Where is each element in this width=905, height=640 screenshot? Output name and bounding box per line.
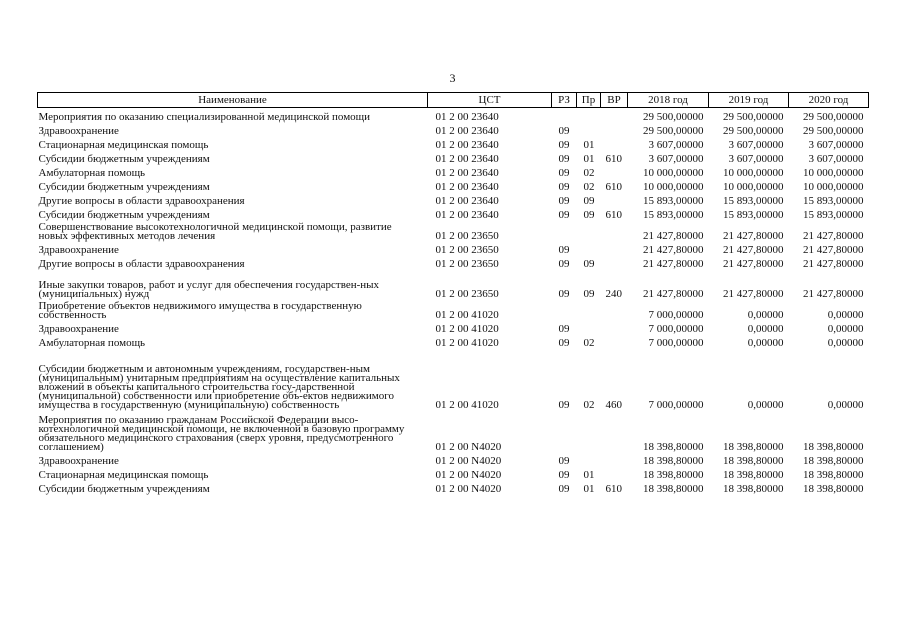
column-header-name: Наименование [38, 93, 428, 108]
cell-rz: 09 [558, 125, 570, 136]
cell-2019: 0,00000 [747, 399, 784, 410]
cell-name: Субсидии бюджетным учреждениям [38, 153, 210, 165]
table-row [38, 192, 869, 206]
cell-code: 01 2 00 23650 [435, 230, 499, 241]
cell-2019: 3 607,00000 [728, 153, 784, 164]
cell-name: Другие вопросы в области здравоохранения [38, 195, 245, 207]
cell-2018: 21 427,80000 [643, 288, 704, 299]
cell-2019: 0,00000 [747, 337, 784, 348]
cell-name: Приобретение объектов недвижимого имущества в государственную собственность [38, 300, 362, 321]
cell-2019: 18 398,80000 [723, 469, 784, 480]
cell-2019: 0,00000 [747, 309, 784, 320]
column-header-code: ЦСТ [428, 93, 552, 108]
cell-rz: 09 [558, 323, 570, 334]
cell-name: Стационарная медицинская помощь [38, 139, 209, 151]
cell-name: Здравоохранение [38, 455, 119, 467]
table-row [38, 206, 869, 220]
cell-vr [601, 164, 628, 178]
cell-2020: 3 607,00000 [808, 139, 864, 150]
cell-name: Мероприятия по оказанию специализированной медицинской помощи [38, 111, 371, 123]
cell-2018: 7 000,00000 [648, 337, 704, 348]
table-row [38, 220, 869, 241]
table-row [38, 452, 869, 466]
cell-code: 01 2 00 23640 [435, 181, 499, 192]
cell-rz: 09 [558, 167, 570, 178]
cell-2020: 3 607,00000 [808, 153, 864, 164]
cell-2019: 3 607,00000 [728, 139, 784, 150]
cell-vr [601, 452, 628, 466]
cell-code: 01 2 00 N4020 [435, 469, 502, 480]
cell-2018: 29 500,00000 [643, 111, 704, 122]
table-row [38, 122, 869, 136]
cell-rz: 09 [558, 399, 570, 410]
cell-vr [601, 108, 628, 123]
cell-vr: 610 [605, 153, 622, 164]
cell-2020: 18 398,80000 [803, 441, 864, 452]
cell-rz: 09 [558, 258, 570, 269]
cell-2018: 29 500,00000 [643, 125, 704, 136]
cell-2019: 21 427,80000 [723, 244, 784, 255]
page-number: 3 [449, 71, 456, 85]
cell-pr: 01 [583, 153, 595, 164]
cell-code: 01 2 00 41020 [435, 323, 499, 334]
table-row [38, 150, 869, 164]
column-header-2018: 2018 год [628, 93, 709, 108]
cell-pr: 02 [583, 167, 595, 178]
cell-vr: 240 [605, 288, 622, 299]
cell-pr [577, 108, 601, 123]
table-row [38, 269, 869, 299]
cell-2020: 0,00000 [827, 337, 864, 348]
cell-pr [577, 410, 601, 452]
cell-pr: 02 [583, 399, 595, 410]
cell-rz: 09 [558, 244, 570, 255]
table-row [38, 108, 869, 123]
table-row [38, 241, 869, 255]
cell-vr: 610 [605, 483, 622, 494]
cell-vr: 610 [605, 209, 622, 220]
cell-code: 01 2 00 23640 [435, 195, 499, 206]
cell-2020: 0,00000 [827, 323, 864, 334]
cell-2020: 0,00000 [827, 399, 864, 410]
cell-vr [601, 220, 628, 241]
cell-2019: 0,00000 [747, 323, 784, 334]
cell-2019: 18 398,80000 [723, 441, 784, 452]
cell-2020: 18 398,80000 [803, 469, 864, 480]
cell-2020: 21 427,80000 [803, 258, 864, 269]
cell-rz [552, 108, 577, 123]
column-header-rz: РЗ [552, 93, 577, 108]
cell-rz: 09 [558, 455, 570, 466]
cell-2019: 18 398,80000 [723, 455, 784, 466]
cell-vr [601, 334, 628, 348]
cell-vr [601, 122, 628, 136]
cell-2018: 7 000,00000 [648, 399, 704, 410]
cell-rz: 09 [558, 153, 570, 164]
table-body [38, 108, 869, 495]
cell-2018: 18 398,80000 [643, 483, 704, 494]
cell-name: Амбулаторная помощь [38, 337, 146, 349]
cell-code: 01 2 00 N4020 [435, 455, 502, 466]
cell-rz [552, 410, 577, 452]
cell-2020: 29 500,00000 [803, 125, 864, 136]
cell-2018: 18 398,80000 [643, 441, 704, 452]
cell-name: Амбулаторная помощь [38, 167, 146, 179]
cell-2019: 10 000,00000 [723, 167, 784, 178]
cell-vr: 460 [605, 399, 622, 410]
cell-vr [601, 136, 628, 150]
cell-name: Иные закупки товаров, работ и услуг для обеспечения государствен-ных (муниципальных) нужд [38, 279, 380, 300]
budget-table [37, 92, 869, 494]
cell-pr [577, 452, 601, 466]
cell-pr: 01 [583, 483, 595, 494]
table-row [38, 466, 869, 480]
table-row [38, 178, 869, 192]
cell-2018: 15 893,00000 [643, 195, 704, 206]
cell-pr [577, 299, 601, 320]
cell-vr [601, 410, 628, 452]
cell-code: 01 2 00 23640 [435, 139, 499, 150]
cell-name: Субсидии бюджетным учреждениям [38, 181, 210, 193]
cell-2018: 3 607,00000 [648, 153, 704, 164]
column-header-vr: ВР [601, 93, 628, 108]
cell-rz: 09 [558, 288, 570, 299]
cell-2018: 10 000,00000 [643, 181, 704, 192]
cell-code: 01 2 00 23640 [435, 125, 499, 136]
cell-rz: 09 [558, 195, 570, 206]
cell-2019: 21 427,80000 [723, 230, 784, 241]
cell-vr [601, 466, 628, 480]
cell-pr: 09 [583, 288, 595, 299]
cell-code: 01 2 00 N4020 [435, 441, 502, 452]
cell-vr [601, 241, 628, 255]
cell-code: 01 2 00 23650 [435, 258, 499, 269]
cell-2020: 21 427,80000 [803, 244, 864, 255]
cell-code: 01 2 00 N4020 [435, 483, 502, 494]
cell-2018: 21 427,80000 [643, 244, 704, 255]
cell-name: Мероприятия по оказанию гражданам Российской Федерации высо-котехнологичной медицинской помощи, не включенной в базовую программу обязательного медицинского страхования (сверх уровня, предусмотренного соглашением) [38, 414, 405, 453]
table-row [38, 410, 869, 452]
cell-name: Здравоохранение [38, 125, 119, 137]
cell-name: Здравоохранение [38, 323, 119, 335]
column-header-2019: 2019 год [709, 93, 789, 108]
table-row [38, 348, 869, 410]
table-row [38, 136, 869, 150]
cell-2020: 29 500,00000 [803, 111, 864, 122]
cell-name: Другие вопросы в области здравоохранения [38, 258, 245, 270]
table-row [38, 320, 869, 334]
column-header-2020: 2020 год [789, 93, 869, 108]
cell-code: 01 2 00 23640 [435, 167, 499, 178]
cell-rz [552, 299, 577, 320]
cell-pr: 02 [583, 337, 595, 348]
cell-pr: 01 [583, 139, 595, 150]
table-row [38, 299, 869, 320]
cell-code: 01 2 00 23640 [435, 111, 499, 122]
cell-name: Стационарная медицинская помощь [38, 469, 209, 481]
cell-vr [601, 192, 628, 206]
cell-pr: 01 [583, 469, 595, 480]
cell-rz: 09 [558, 139, 570, 150]
column-header-pr: Пр [577, 93, 601, 108]
cell-code: 01 2 00 41020 [435, 309, 499, 320]
cell-2018: 7 000,00000 [648, 309, 704, 320]
cell-pr: 02 [583, 181, 595, 192]
cell-pr [577, 241, 601, 255]
cell-code: 01 2 00 23650 [435, 244, 499, 255]
cell-2018: 7 000,00000 [648, 323, 704, 334]
cell-pr [577, 320, 601, 334]
cell-2018: 21 427,80000 [643, 230, 704, 241]
cell-2019: 10 000,00000 [723, 181, 784, 192]
cell-vr: 610 [605, 181, 622, 192]
cell-2018: 15 893,00000 [643, 209, 704, 220]
cell-code: 01 2 00 41020 [435, 337, 499, 348]
cell-name: Субсидии бюджетным и автономным учреждениям, государствен-ным (муниципальным) унитарным предприятиям на осуществление капитальных вложений в объекты капитального строительства госу-дарственной (муниципальной) собственности или приобретение объ-ектов недвижимого имущества в государственную (муниципальную) собственность [38, 363, 400, 411]
cell-2020: 15 893,00000 [803, 209, 864, 220]
cell-2020: 21 427,80000 [803, 288, 864, 299]
cell-code: 01 2 00 23640 [435, 153, 499, 164]
cell-name: Субсидии бюджетным учреждениям [38, 483, 210, 495]
cell-2019: 18 398,80000 [723, 483, 784, 494]
cell-2020: 10 000,00000 [803, 181, 864, 192]
cell-2019: 21 427,80000 [723, 288, 784, 299]
cell-2020: 18 398,80000 [803, 455, 864, 466]
cell-2020: 18 398,80000 [803, 483, 864, 494]
cell-2018: 21 427,80000 [643, 258, 704, 269]
cell-2019: 29 500,00000 [723, 125, 784, 136]
cell-pr: 09 [583, 209, 595, 220]
cell-name: Здравоохранение [38, 244, 119, 256]
cell-rz: 09 [558, 209, 570, 220]
cell-vr [601, 299, 628, 320]
cell-pr [577, 220, 601, 241]
cell-pr [577, 122, 601, 136]
cell-2019: 15 893,00000 [723, 209, 784, 220]
table-row [38, 255, 869, 269]
cell-2018: 10 000,00000 [643, 167, 704, 178]
cell-rz [552, 220, 577, 241]
cell-rz: 09 [558, 181, 570, 192]
cell-2020: 21 427,80000 [803, 230, 864, 241]
cell-rz: 09 [558, 337, 570, 348]
cell-vr [601, 320, 628, 334]
cell-rz: 09 [558, 483, 570, 494]
table-row [38, 164, 869, 178]
cell-2019: 15 893,00000 [723, 195, 784, 206]
cell-2019: 29 500,00000 [723, 111, 784, 122]
cell-vr [601, 255, 628, 269]
cell-name: Субсидии бюджетным учреждениям [38, 209, 210, 221]
cell-code: 01 2 00 23640 [435, 209, 499, 220]
cell-code: 01 2 00 41020 [435, 399, 499, 410]
table-row [38, 334, 869, 348]
cell-2018: 18 398,80000 [643, 469, 704, 480]
cell-2020: 10 000,00000 [803, 167, 864, 178]
cell-code: 01 2 00 23650 [435, 288, 499, 299]
cell-2018: 3 607,00000 [648, 139, 704, 150]
cell-2020: 0,00000 [827, 309, 864, 320]
cell-2020: 15 893,00000 [803, 195, 864, 206]
table-header [38, 93, 869, 108]
cell-2019: 21 427,80000 [723, 258, 784, 269]
cell-name: Совершенствование высокотехнологичной медицинской помощи, развитие новых эффективных методов лечения [38, 221, 392, 242]
cell-pr: 09 [583, 195, 595, 206]
cell-2018: 18 398,80000 [643, 455, 704, 466]
cell-pr: 09 [583, 258, 595, 269]
cell-rz: 09 [558, 469, 570, 480]
table-row [38, 480, 869, 494]
